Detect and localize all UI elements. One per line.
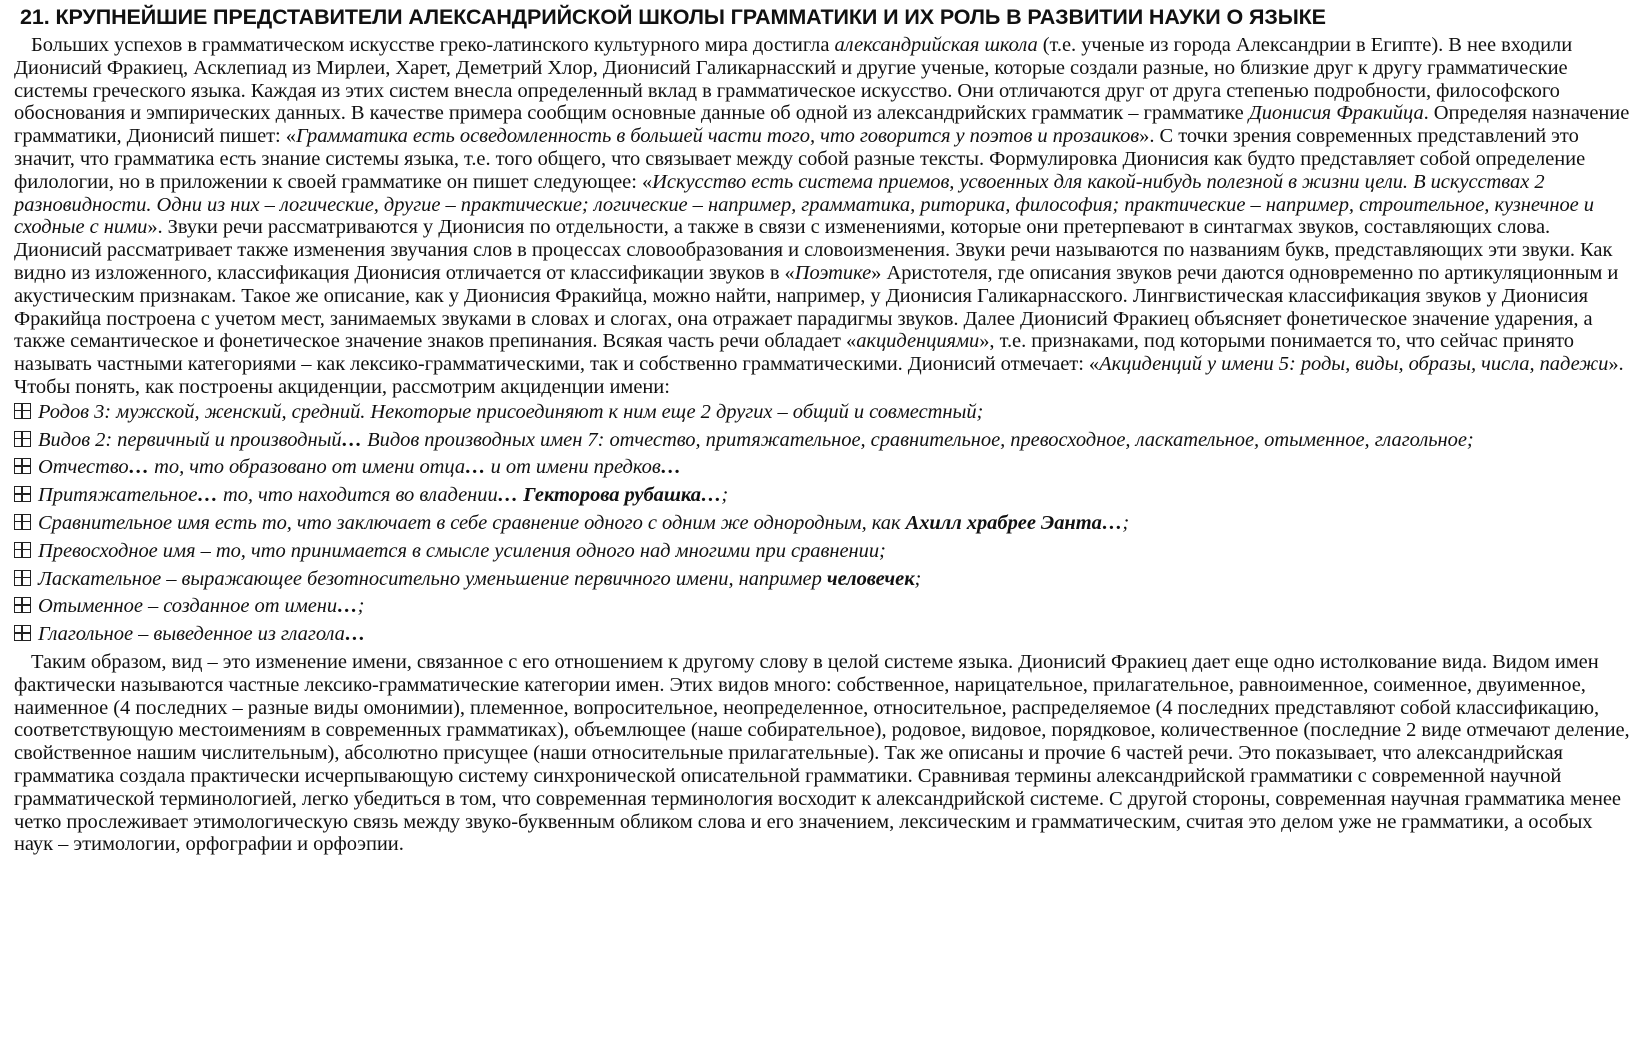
text-run: » Аристотеля, где описания звуков речи даются одновременно по артикуляционным и акустическим признакам. Такое же описание, как у Дионисия Фракийца, можно найти, например, у Дионисия Галикарнасского. Лингвистическая классификация звуков у Дионисия Фракийца построена с учетом мест, занимаемых звуками в словах и слогах, она отражает парадигмы звуков. Далее Дионисий Фракиец объясняет фонетическое значение ударения, а также семантическое и фонетическое значение знаков препинания. Всякая часть речи обладает « bbox=[14, 261, 1619, 353]
italic-term: Поэтике bbox=[794, 261, 872, 284]
list-item: Отыменное – созданное от имени…; bbox=[14, 595, 1636, 618]
list-item: Ласкательное – выражающее безотносительно уменьшение первичного имени, например человечек; bbox=[14, 568, 1636, 591]
bullet-icon bbox=[14, 625, 31, 641]
bullet-icon bbox=[14, 542, 31, 558]
list-item: Сравнительное имя есть то, что заключает в себе сравнение одного с одним же однородным, как Ахилл храбрее Эанта…; bbox=[14, 512, 1636, 535]
list-item: Видов 2: первичный и производный… Видов производных имен 7: отчество, притяжательное, сравнительное, превосходное, ласкательное, отыменное, глагольное; bbox=[14, 429, 1636, 452]
text-run: Больших успехов в грамматическом искусстве греко-латинского культурного мира достигла bbox=[31, 34, 835, 56]
italic-term: александрийская школа bbox=[834, 34, 1038, 56]
bullet-icon bbox=[14, 486, 31, 502]
accidents-list bbox=[14, 401, 1636, 646]
italic-term: Дионисия Фракийца bbox=[1248, 102, 1424, 125]
list-item: Превосходное имя – то, что принимается в смысле усиления одного над многими при сравнении; bbox=[14, 540, 1636, 563]
page-title: 21. КРУПНЕЙШИЕ ПРЕДСТАВИТЕЛИ АЛЕКСАНДРИЙСКОЙ ШКОЛЫ ГРАММАТИКИ И ИХ РОЛЬ В РАЗВИТИИ НАУКИ О ЯЗЫКЕ bbox=[20, 5, 1326, 29]
italic-term: акциденциями bbox=[856, 330, 980, 353]
bullet-icon bbox=[14, 403, 31, 419]
list-item: Глагольное – выведенное из глагола… bbox=[14, 623, 1636, 646]
text-run: . Определяя назначение грамматики, Дионисий пишет: « bbox=[14, 102, 1630, 148]
bullet-icon bbox=[14, 458, 31, 474]
list-item: Родов 3: мужской, женский, средний. Некоторые присоединяют к ним еще 2 других – общий и совместный; bbox=[14, 401, 1636, 424]
list-item: Отчество… то, что образовано от имени отца… и от имени предков… bbox=[14, 456, 1636, 479]
bullet-icon bbox=[14, 597, 31, 613]
conclusion-paragraph: Таким образом, вид – это изменение имени, связанное с его отношением к другому слову в целой системе языка. Дионисий Фракиец дает еще одно истолкование вида. Видом имен фактически называются частные лексико-грамматические категории имен. Этих видов много: собственное, нарицательное, прилагательное, равноименное, соименное, двуименное, наименное (4 последних – разные виды омонимии), племенное, вопросительное, неопределенное, относительное, распределяемое (4 последних представляют собой классификацию, соответствующую местоимениям в современных грамматиках), объемлющее (наше собирательное), родовое, видовое, порядковое, количественное (последние 2 виде отмечают деление, свойственное нашим числительным), абсолютно присущее (наши относительные прилагательные). Так же описаны и прочие 6 частей речи. Это показывает, что александрийская грамматика создала практически исчерпывающую систему синхронической описательной грамматики. Сравнивая термины александрийской грамматики с современной научной грамматической терминологией, легко убедиться в том, что современная терминология восходит к александрийской системе. С другой стороны, современная научная грамматика менее четко прослеживает этимологическую связь между звуко-буквенным обликом слова и его значением, лексическим и грамматическим, считая это делом уже не грамматики, а особых наук – этимологии, орфографии и орфоэпии. bbox=[14, 650, 1630, 856]
bullet-icon bbox=[14, 514, 31, 530]
italic-quote: Акциденций у имени 5: роды, виды, образы, числа, падежи bbox=[1099, 353, 1609, 376]
italic-quote: Грамматика есть осведомленность в большей части того, что говорится у поэтов и прозаиков bbox=[295, 125, 1140, 148]
bullet-icon bbox=[14, 570, 31, 586]
text-run: », т.е. признаками, под которыми понимается то, что сейчас принято называть частными категориями – как лексико-грамматическими, так и собственно грамматическими. Дионисий отмечает: « bbox=[14, 330, 1574, 376]
text-run: ». Чтобы понять, как построены акциденции, рассмотрим акциденции имени: bbox=[14, 353, 1624, 398]
text-run: (т.е. ученые из города Александрии в Египте). В нее входили Дионисий Фракиец, Асклепиад из Мирлеи, Харет, Деметрий Хлор, Дионисий Галикарнасский и другие ученые, которые создали разные, но близкие друг к другу грамматические системы греческого языка. Каждая из этих систем внесла определенный вклад в грамматическое искусство. Они отличаются друг от друга степенью подробности, философского обоснования и эмпирических данных. В качестве примера сообщим основные данные об одной из александрийских грамматик – грамматике bbox=[14, 34, 1573, 125]
bullet-icon bbox=[14, 431, 31, 447]
text-run: ». Звуки речи рассматриваются у Дионисия по отдельности, а также в связи с изменениями, которые они претерпевают в синтагмах звуков, составляющих слова. Дионисий рассматривает также изменения звучания слов в процессах словообразования и словоизменения. Звуки речи называются по названиям букв, представляющих эти звуки. Как видно из изложенного, классификация Дионисия отличается от классификации звуков в « bbox=[14, 216, 1613, 284]
italic-quote: Искусство есть система приемов, усвоенных для какой-нибудь полезной в жизни цели. В искусствах 2 разновидности. Одни из них – логические, другие – практические; логические – например, грамматика, риторика, философия; практические – например, строительное, кузнечное и сходные с ними bbox=[14, 170, 1594, 239]
list-item: Притяжательное… то, что находится во владении… Гекторова рубашка…; bbox=[14, 484, 1636, 507]
text-run: ». С точки зрения современных представлений это значит, что грамматика есть знание системы языка, т.е. того общего, что связывает между собой разные тексты. Формулировка Дионисия как будто представляет собой определение филологии, но в приложении к своей грамматике он пишет следующее: « bbox=[14, 125, 1586, 193]
intro-paragraph bbox=[14, 34, 1636, 399]
